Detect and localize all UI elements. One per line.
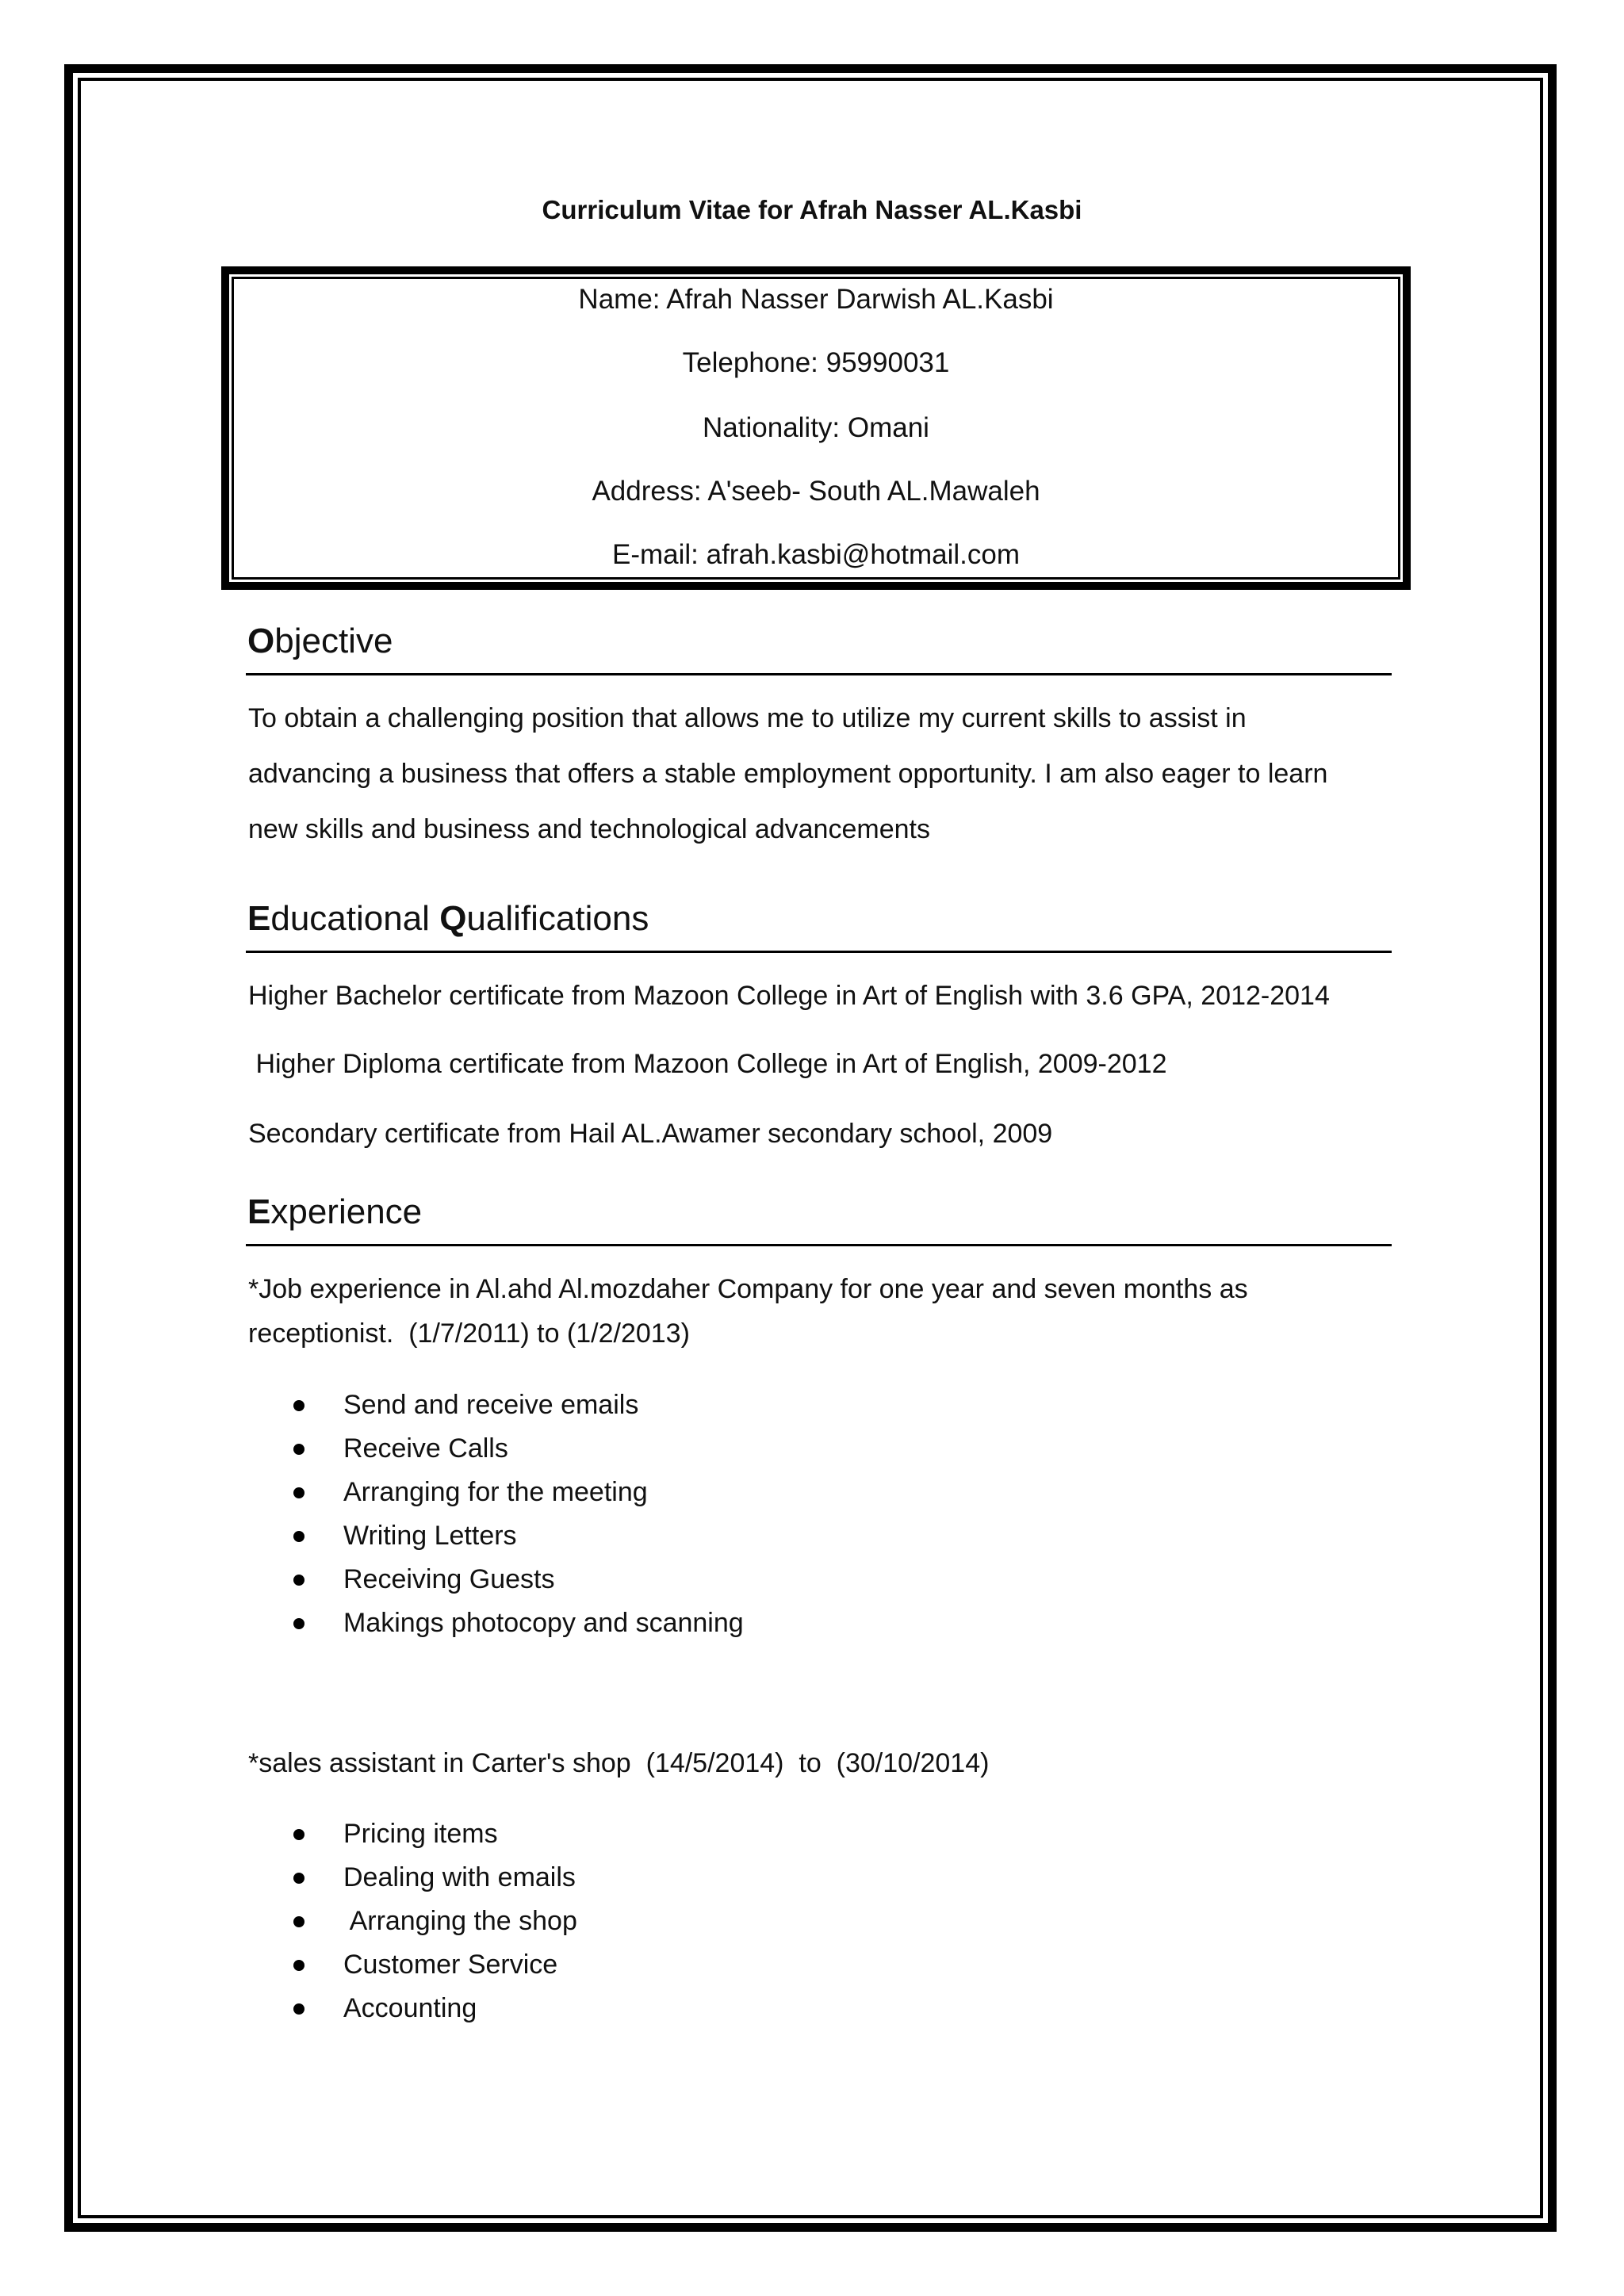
objective-line: To obtain a challenging position that allows me to utilize my current skills to assist in	[248, 703, 1247, 733]
objective-heading	[247, 620, 1389, 663]
list-item-label: Accounting	[343, 1993, 477, 2023]
bullet-icon	[293, 1575, 304, 1586]
list-item-label: Dealing with emails	[343, 1862, 576, 1892]
list-item	[293, 1427, 744, 1471]
job1-description: *Job experience in Al.ahd Al.mozdaher Company for one year and seven months as	[248, 1274, 1248, 1304]
education-item: Secondary certificate from Hail AL.Awamer secondary school, 2009	[248, 1119, 1053, 1149]
list-item	[293, 1943, 577, 1987]
list-item-label: Send and receive emails	[343, 1390, 639, 1420]
list-item	[293, 1514, 744, 1558]
education-heading-rest: ualifications	[466, 899, 649, 938]
contact-email: E-mail: afrah.kasbi@hotmail.com	[611, 539, 1021, 570]
bullet-icon	[293, 1531, 304, 1542]
list-item-label: Makings photocopy and scanning	[343, 1608, 744, 1638]
education-item: Higher Diploma certificate from Mazoon College in Art of English, 2009-2012	[248, 1049, 1167, 1079]
job2-description: *sales assistant in Carter's shop (14/5/2014) to (30/10/2014)	[248, 1748, 990, 1778]
education-heading-initial: Q	[439, 899, 467, 938]
list-item-label: Pricing items	[343, 1819, 498, 1849]
education-heading	[247, 897, 1389, 940]
experience-rule	[246, 1244, 1392, 1246]
objective-heading-rest: bjective	[274, 622, 393, 660]
bullet-icon	[293, 1916, 304, 1927]
bullet-icon	[293, 1487, 304, 1498]
list-item	[293, 1856, 577, 1900]
list-item	[293, 1471, 744, 1514]
document-title: Curriculum Vitae for Afrah Nasser AL.Kasbi	[542, 195, 1082, 224]
education-heading-initial: E	[247, 899, 271, 938]
list-item-label: Writing Letters	[343, 1521, 517, 1551]
experience-heading	[247, 1191, 1389, 1234]
objective-line: advancing a business that offers a stable employment opportunity. I am also eager to learn	[248, 759, 1328, 789]
bullet-icon	[293, 1444, 304, 1455]
bullet-icon	[293, 1873, 304, 1884]
education-item: Higher Bachelor certificate from Mazoon College in Art of English with 3.6 GPA, 2012-2014	[248, 981, 1330, 1011]
list-item	[293, 1987, 577, 2030]
list-item	[293, 1558, 744, 1601]
job2-duties-list	[293, 1812, 577, 2030]
education-heading-rest: ducational	[270, 899, 440, 938]
list-item	[293, 1900, 577, 1943]
contact-name: Name: Afrah Nasser Darwish AL.Kasbi	[578, 284, 1054, 315]
job1-dates: receptionist. (1/7/2011) to (1/2/2013)	[248, 1318, 690, 1349]
job1-duties-list	[293, 1383, 744, 1645]
list-item-label: Arranging the shop	[343, 1906, 577, 1936]
objective-line: new skills and business and technological advancements	[248, 814, 930, 844]
bullet-icon	[293, 1618, 304, 1629]
contact-telephone: Telephone: 95990031	[682, 347, 950, 378]
list-item	[293, 1812, 577, 1856]
list-item	[293, 1383, 744, 1427]
bullet-icon	[293, 1400, 304, 1411]
list-item-label: Receive Calls	[343, 1433, 508, 1464]
list-item	[293, 1601, 744, 1645]
experience-heading-initial: E	[247, 1192, 271, 1231]
objective-rule	[246, 673, 1392, 675]
bullet-icon	[293, 2003, 304, 2015]
bullet-icon	[293, 1829, 304, 1840]
contact-nationality: Nationality: Omani	[703, 412, 929, 443]
list-item-label: Customer Service	[343, 1950, 558, 1980]
list-item-label: Receiving Guests	[343, 1564, 555, 1594]
objective-heading-initial: O	[247, 622, 275, 660]
contact-address: Address: A'seeb- South AL.Mawaleh	[592, 476, 1040, 507]
bullet-icon	[293, 1960, 304, 1971]
education-rule	[246, 951, 1392, 953]
list-item-label: Arranging for the meeting	[343, 1477, 648, 1507]
experience-heading-rest: xperience	[270, 1192, 423, 1231]
